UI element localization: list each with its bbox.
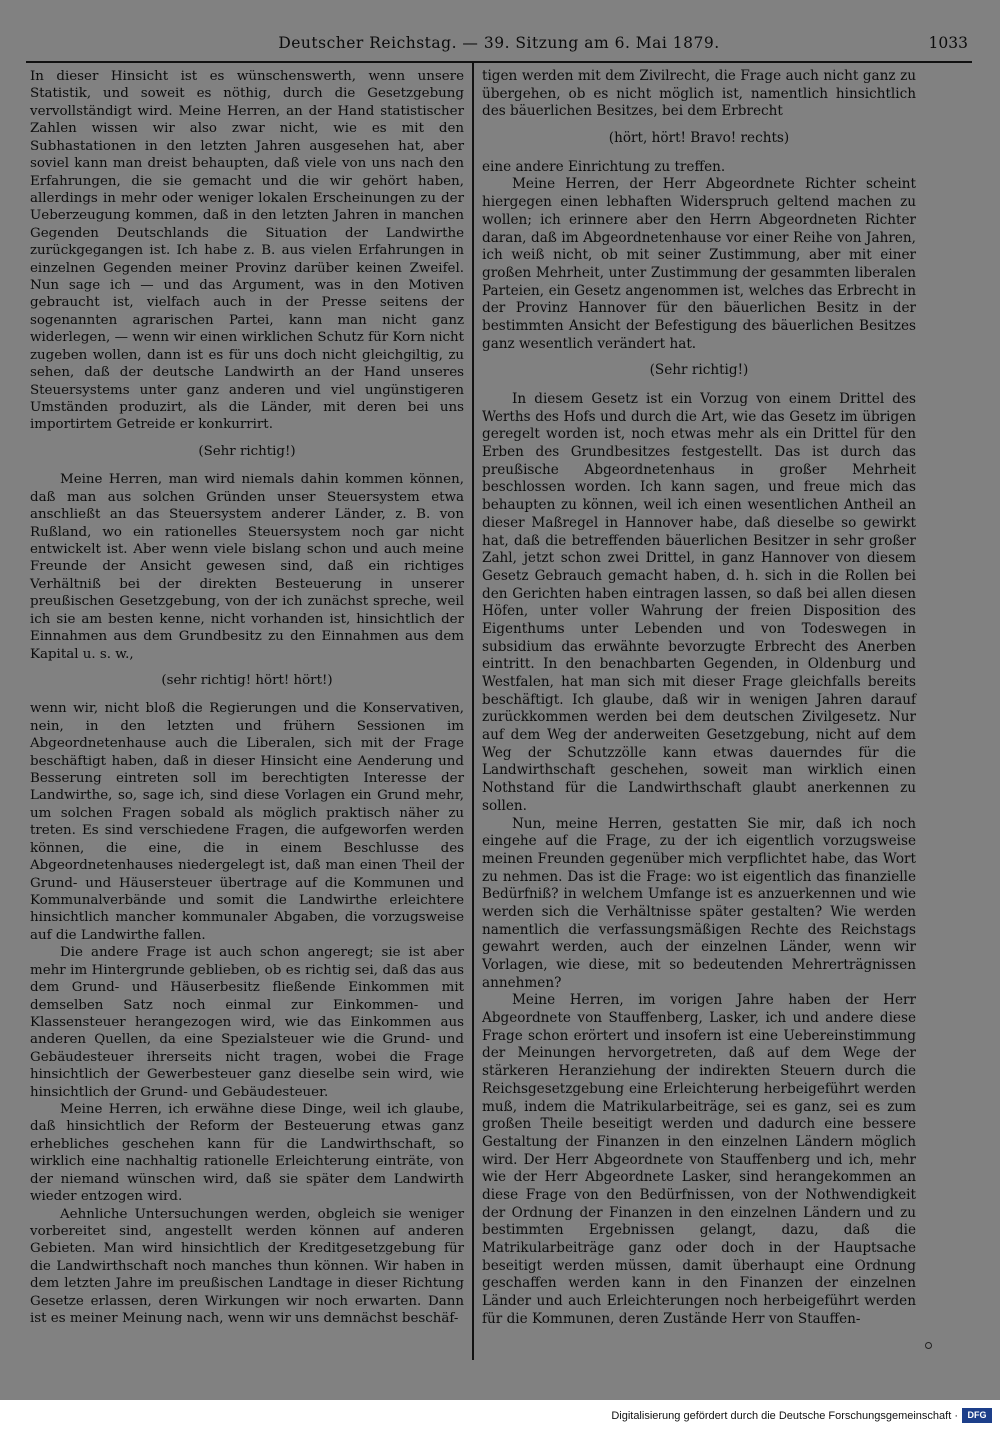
funding-credit: Digitalisierung gefördert durch die Deutsche Forschungsgemeinschaft · <box>611 1410 958 1422</box>
right-paragraph: tigen werden mit dem Zivilrecht, die Frage auch nicht ganz zu übergehen, ob es nicht möglich ist, namentlich hinsichtlich des bäuerlichen Besitzes, bei dem Erbrecht <box>482 68 916 120</box>
dfg-logo-icon: DFG <box>962 1408 992 1423</box>
column-divider <box>472 63 474 1360</box>
footer-bar <box>0 1400 1000 1432</box>
running-title: Deutscher Reichstag. — 39. Sitzung am 6. Mai 1879. <box>278 34 720 52</box>
left-paragraph: Meine Herren, man wird niemals dahin kommen können, daß man aus solchen Gründen unser Steuersystem etwa anschließt an das Steuersystem anderer Länder, z. B. von Rußland, wo ein rationelles Steuersystem noch gar nicht entwickelt ist. Aber wenn viele bislang schon und auch meine Freunde der Ansicht gewesen sind, daß ein richtiges Verhältniß bei der direkten Besteuerung in unserer preußischen Gesetzgebung, von der ich zunächst spreche, weil ich sie am besten kenne, nicht vorhanden ist, hinsichtlich der Einnahmen aus dem Grundbesitz zu den Einnahmen aus dem Kapital u. s. w., <box>30 472 464 662</box>
left-paragraph: Aehnliche Untersuchungen werden, obgleich sie weniger vorbereitet sind, angestellt werden können auf anderen Gebieten. Man wird hinsichtlich der Kreditgesetzgebung für die Landwirthschaft noch manches thun können. Wir haben in dem letzten Jahre im preußischen Landtage in dieser Richtung Gesetze erlassen, deren Wirkungen wir noch erwarten. Dann ist es meiner Meinung nach, wenn wir uns demnächst beschäf- <box>30 1206 464 1327</box>
page-number: 1033 <box>928 34 968 52</box>
left-interjection: (sehr richtig! hört! hört!) <box>161 672 333 688</box>
right-paragraph: In diesem Gesetz ist ein Vorzug von einem Drittel des Werths des Hofs und durch die Art, wie das Gesetz im übrigen geregelt worden ist, noch etwas mehr als ein Drittel für den Erben des Grundbesitzes festgestellt. Das ist durch das preußische Abgeordnetenhaus in großer Mehrheit beschlossen worden. Ich kann sagen, und freue mich das behaupten zu können, weil ich einen wesentlichen Antheil an dieser Maßregel in Hannover habe, daß dieselbe so gewirkt hat, daß die betreffenden bäuerlichen Besitzer in sehr großer Zahl, jetzt schon zwei Drittel, in ganz Hannover von diesem Gesetz Gebrauch gemacht haben, d. h. sich in die Rollen bei den Gerichten haben eintragen lassen, so daß bei allen diesen Höfen, unter voller Wahrung der freien Disposition des Eigenthums unter Lebenden und von Todeswegen in subsidium das erwähnte bevorzugte Erbrecht des Anerben eintritt. In den benachbarten Gegenden, in Oldenburg und Westfalen, hat man sich mit dieser Frage gleichfalls bereits beschäftigt. Ich glaube, daß wir in wenigen Jahren darauf zurückkommen werden bei dem deutschen Zivilgesetz. Nur auf dem Weg der anderweiten Gesetzgebung, nicht auf dem Weg der Schutzzölle kann etwas dauerndes für die Landwirthschaft geschehen, soweit man wirklich einen Nothstand für die Landwirthschaft glaubt anerkennen zu sollen. <box>482 391 916 814</box>
left-interjection: (Sehr richtig!) <box>198 443 296 459</box>
right-paragraph: Meine Herren, der Herr Abgeordnete Richter scheint hiergegen einen lebhaften Widerspruch geltend machen zu wollen; ich erinnere aber den Herrn Abgeordneten Richter daran, daß im Abgeordnetenhause vor einer Reihe von Jahren, ich weiß nicht, ob mit seiner Zustimmung, aber mit einer großen Mehrheit, unter Zustimmung der gesammten liberalen Parteien, ein Gesetz angenommen ist, welches das Erbrecht in der Provinz Hannover für den bäuerlichen Besitz in der bestimmten Ansicht der Befestigung des bäuerlichen Besitzes ganz wesentlich verändert hat. <box>482 176 916 352</box>
right-paragraph: eine andere Einrichtung zu treffen. <box>482 158 726 175</box>
left-paragraph: Die andere Frage ist auch schon angeregt; sie ist aber mehr im Hintergrunde geblieben, ob es richtig sei, daß das aus dem Grund- und Häuserbesitz fließende Einkommen mit demselben Satz noch einmal zur Einkommen- und Klassensteuer herangezogen wird, wie das Einkommen aus anderen Quellen, da eine Spezialsteuer wie die Grund- und Gebäudesteuer ihrerseits nicht tragen, wobei die Frage hinsichtlich der Gewerbesteuer ganz dieselbe sein wird, wie hinsichtlich der Grund- und Gebäudesteuer. <box>30 945 464 1100</box>
right-interjection: (Sehr richtig!) <box>649 362 749 379</box>
right-interjection: (hört, hört! Bravo! rechts) <box>608 130 790 147</box>
header-rule <box>26 61 972 63</box>
right-column <box>482 68 916 1328</box>
page-mark-icon <box>925 1342 932 1349</box>
left-paragraph: wenn wir, nicht bloß die Regierungen und die Konservativen, nein, in den letzten und frühern Sessionen im Abgeordnetenhause auch die Liberalen, sich mit der Frage beschäftigt haben, daß in dieser Hinsicht eine Aenderung und Besserung eintreten soll im berechtigten Interesse der Landwirthe, so, sage ich, sind diese Vorlagen ein Grund mehr, um solchen Fragen sobald als möglich praktisch näher zu treten. Es sind verschiedene Fragen, die aufgeworfen werden können, die eine, die in einem Beschlusse des Abgeordnetenhauses niedergelegt ist, daß man einen Theil der Grund- und Häusersteuer übertrage auf die Kommunen und Kommunalverbände und somit die Landwirthe erleichtere hinsichtlich mancher kommunaler Abgaben, die vorzugsweise auf die Landwirthe fallen. <box>30 701 464 943</box>
right-paragraph: Nun, meine Herren, gestatten Sie mir, daß ich noch eingehe auf die Frage, zu der ich eigentlich vorzugsweise meinen Freunden gegenüber mich verpflichtet habe, das Wort zu nehmen. Das ist die Frage: wo ist eigentlich das finanzielle Bedürfniß? in welchem Umfange ist es anzuerkennen und wie werden sich die Verhältnisse später gestalten? Wie werden namentlich die verfassungsmäßigen Rechte des Reichstags gewahrt werden, auch der einzelnen Länder, wenn wir Vorlagen, wie diese, mit so bedeutenden Mehrerträgnissen annehmen? <box>482 815 916 991</box>
left-paragraph: In dieser Hinsicht ist es wünschenswerth, wenn unsere Statistik, und soweit es nöthig, durch die Gesetzgebung vervollständigt wird. Meine Herren, an der Hand statistischer Zahlen wissen wir also zwar nicht, wie es mit den Subhastationen in den letzten Jahren ausgesehen hat, aber soviel kann man dreist behaupten, daß viele von uns nach den Erfahrungen, die sie gemacht und die wir gehört haben, allerdings in mehr oder weniger lokalen Erscheinungen zu der Ueberzeugung kommen, daß in den letzten Jahren in manchen Gegenden Deutschlands die Situation der Landwirthe zurückgegangen ist. Ich habe z. B. aus vielen Erfahrungen in einzelnen Gegenden meiner Provinz darüber keinen Zweifel. Nun sage ich — und das Argument, was in den Motiven gebraucht ist, vielfach auch in der Presse seitens der sogenannten agrarischen Partei, kann man nicht ganz widerlegen, — wenn wir einen wirklichen Schutz für Korn nicht zugeben wollen, dann ist es für uns doch nicht gleichgiltig, zu sehen, daß der deutsche Landwirth an der Hand unseres Steuersystems unter ganz anderen und viel ungünstigeren Umständen produzirt, als die Länder, mit deren bei uns importirtem Getreide er konkurrirt. <box>30 69 464 433</box>
left-paragraph: Meine Herren, ich erwähne diese Dinge, weil ich glaube, daß hinsichtlich der Reform der Besteuerung etwas ganz erhebliches geschehen kann für die Landwirthschaft, so wirklich eine nachhaltig rationelle Erleichterung einträte, von der niemand wünschen wird, daß sie später dem Landwirth wieder entzogen wird. <box>30 1102 464 1205</box>
page-header <box>26 34 972 56</box>
left-column <box>30 68 464 1328</box>
right-paragraph: Meine Herren, im vorigen Jahre haben der Herr Abgeordnete von Stauffenberg, Lasker, ich und andere diese Frage schon erörtert und insofern ist eine Uebereinstimmung der Meinungen hervorgetreten, daß auf dem Wege der stärkeren Heranziehung der indirekten Steuern durch die Reichsgesetzgebung eine Erleichterung herbeigeführt werden muß, indem die Matrikularbeiträge, sei es ganz, sei es zum großen Theile beseitigt werden und dadurch eine bessere Gestaltung der Finanzen in den einzelnen Ländern möglich wird. Der Herr Abgeordnete von Stauffenberg und ich, mehr wie der Herr Abgeordnete Lasker, sind herangekommen an diese Frage von den Bedürfnissen, von der Nothwendigkeit der Ordnung der Finanzen in den einzelnen Ländern und zu bestimmten Ergebnissen gelangt, dazu, daß die Matrikularbeiträge ganz oder doch in der Hauptsache beseitigt werden müssen, damit überhaupt eine Ordnung geschaffen werden kann in den Finanzen der einzelnen Länder und auch Erleichterungen noch herbeigeführt werden für die Kommunen, deren Zustände Herr von Stauffen- <box>482 992 916 1327</box>
